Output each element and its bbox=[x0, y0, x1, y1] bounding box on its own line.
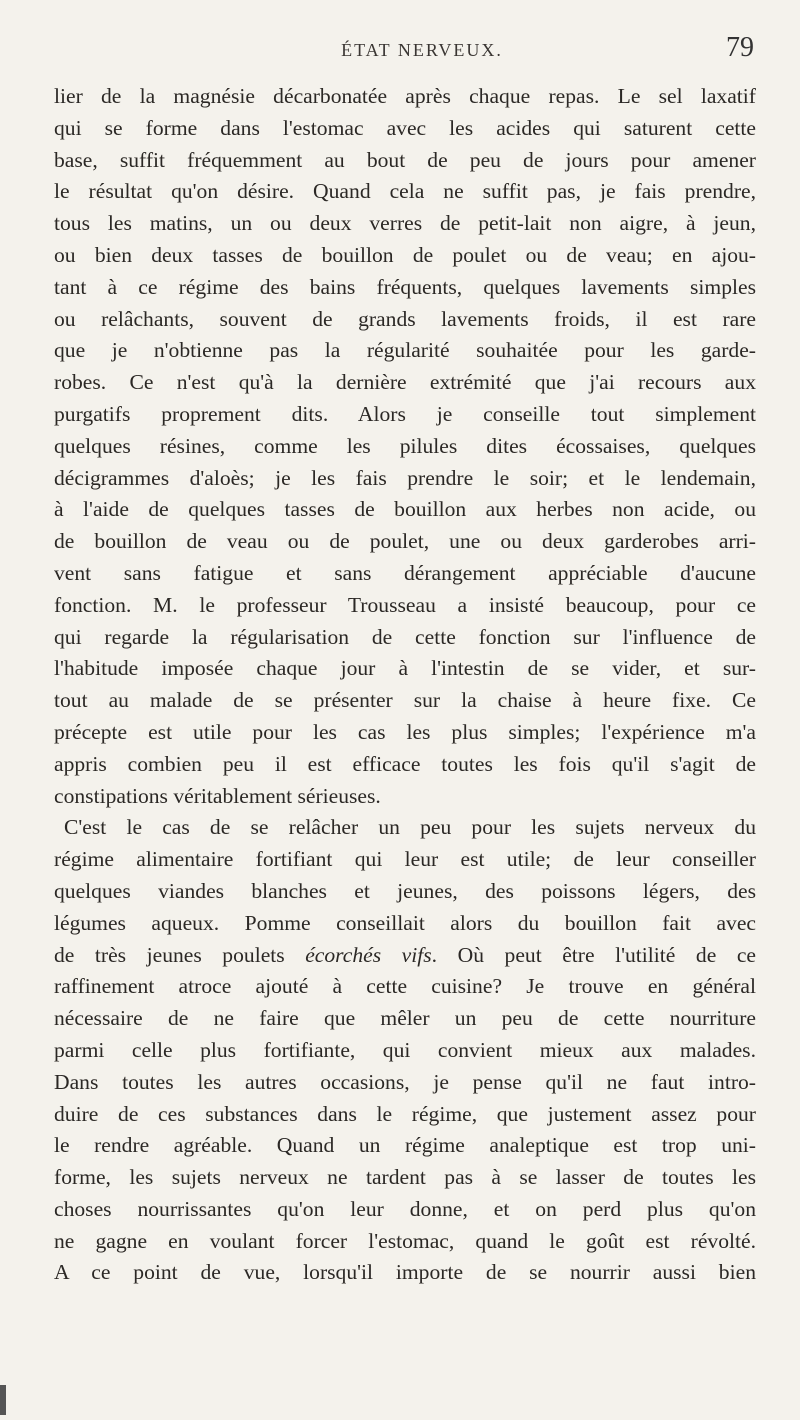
text-line: ou bien deux tasses de bouillon de poulet ou de veau; en ajou- bbox=[54, 242, 756, 267]
text-line: ou relâchants, souvent de grands lavements froids, il est rare bbox=[54, 306, 756, 331]
text-line: constipations véritablement sérieuses. bbox=[54, 783, 381, 808]
text-line: qui se forme dans l'estomac avec les acides qui saturent cette bbox=[54, 115, 756, 140]
text-line: tant à ce régime des bains fréquents, quelques lavements simples bbox=[54, 274, 756, 299]
text-line: que je n'obtienne pas la régularité souhaitée pour les garde- bbox=[54, 338, 756, 363]
text-line: C'est le cas de se relâcher un peu pour les sujets nerveux du bbox=[64, 815, 756, 840]
text-line: quelques résines, comme les pilules dites écossaises, quelques bbox=[54, 433, 756, 458]
text-line: régime alimentaire fortifiant qui leur est utile; de leur conseiller bbox=[54, 847, 756, 872]
text-line: parmi celle plus fortifiante, qui convient mieux aux malades. bbox=[54, 1037, 756, 1062]
text-line: le rendre agréable. Quand un régime analeptique est trop uni- bbox=[54, 1133, 756, 1158]
text-line: lier de la magnésie décarbonatée après chaque repas. Le sel laxatif bbox=[54, 84, 756, 108]
text-line: tout au malade de se présenter sur la chaise à heure fixe. Ce bbox=[54, 688, 756, 713]
page-edge-mark bbox=[0, 1385, 6, 1415]
text-line: qui regarde la régularisation de cette fonction sur l'influence de bbox=[54, 624, 756, 649]
running-head bbox=[54, 30, 754, 70]
text-line: de bouillon de veau ou de poulet, une ou deux garderobes arri- bbox=[54, 529, 756, 554]
text-line: décigrammes d'aloès; je les fais prendre le soir; et le lendemain, bbox=[54, 465, 756, 490]
text-line: A ce point de vue, lorsqu'il importe de se nourrir aussi bien bbox=[54, 1260, 756, 1285]
text-line: appris combien peu il est efficace toutes les fois qu'il s'agit de bbox=[54, 751, 756, 776]
text-line: quelques viandes blanches et jeunes, des poissons légers, des bbox=[54, 878, 756, 903]
body-text bbox=[54, 81, 756, 1289]
paragraph-1 bbox=[54, 81, 756, 812]
text-line: de très jeunes poulets écorchés vifs. Où peut être l'utilité de ce bbox=[54, 942, 756, 967]
text-line: vent sans fatigue et sans dérangement appréciable d'aucune bbox=[54, 560, 756, 585]
italic-phrase: écorchés vifs bbox=[305, 942, 432, 967]
text-line: robes. Ce n'est qu'à la dernière extrémité que j'ai recours aux bbox=[54, 370, 756, 395]
text-line: Dans toutes les autres occasions, je pense qu'il ne faut intro- bbox=[54, 1069, 756, 1094]
text-line: tous les matins, un ou deux verres de petit-lait non aigre, à jeun, bbox=[54, 211, 756, 236]
text-line: raffinement atroce ajouté à cette cuisine? Je trouve en général bbox=[54, 974, 756, 999]
paragraph-2 bbox=[54, 812, 756, 1289]
text-line: à l'aide de quelques tasses de bouillon aux herbes non acide, ou bbox=[54, 497, 756, 522]
text-line: duire de ces substances dans le régime, que justement assez pour bbox=[54, 1101, 756, 1126]
text-line: le résultat qu'on désire. Quand cela ne suffit pas, je fais prendre, bbox=[54, 179, 756, 204]
text-line: fonction. M. le professeur Trousseau a insisté beaucoup, pour ce bbox=[54, 592, 756, 617]
text-line: nécessaire de ne faire que mêler un peu de cette nourriture bbox=[54, 1006, 756, 1031]
text-line: base, suffit fréquemment au bout de peu de jours pour amener bbox=[54, 147, 756, 172]
running-title: ÉTAT NERVEUX. bbox=[341, 40, 503, 60]
text-line: ne gagne en voulant forcer l'estomac, quand le goût est révolté. bbox=[54, 1228, 756, 1253]
page-number: 79 bbox=[726, 32, 754, 63]
text-line: choses nourrissantes qu'on leur donne, et on perd plus qu'on bbox=[54, 1196, 756, 1221]
text-line: purgatifs proprement dits. Alors je conseille tout simplement bbox=[54, 401, 756, 426]
text-line: l'habitude imposée chaque jour à l'intestin de se vider, et sur- bbox=[54, 656, 756, 681]
text-line: précepte est utile pour les cas les plus simples; l'expérience m'a bbox=[54, 719, 756, 744]
text-line: légumes aqueux. Pomme conseillait alors du bouillon fait avec bbox=[54, 910, 756, 935]
text-line: forme, les sujets nerveux ne tardent pas à se lasser de toutes les bbox=[54, 1165, 756, 1190]
